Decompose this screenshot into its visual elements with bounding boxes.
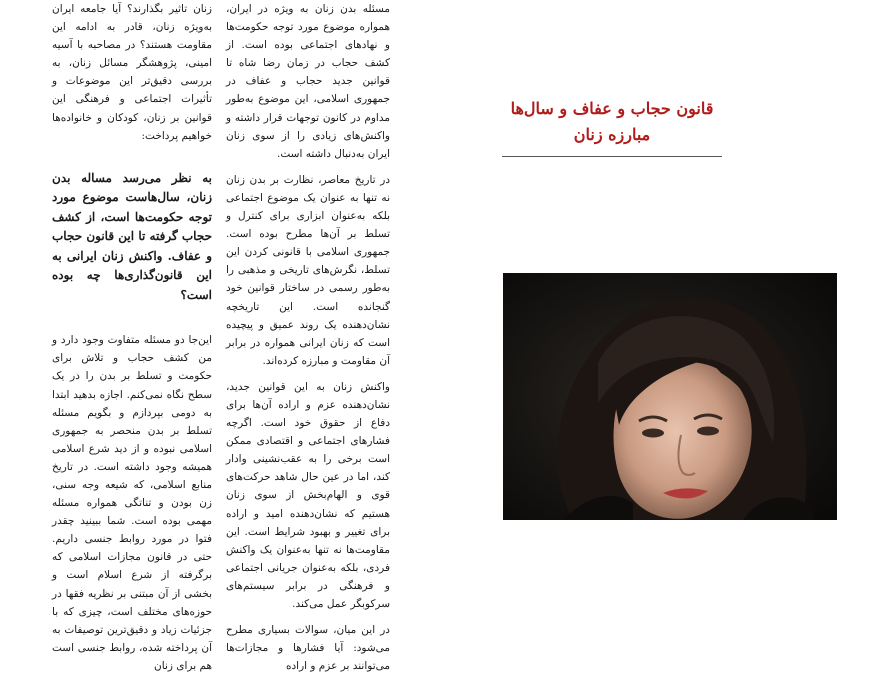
- article-body-right-column: [226, 0, 390, 673]
- article-title: [502, 96, 722, 148]
- article-title-line-2: مبارزه زنان: [573, 125, 651, 144]
- body-paragraph: در این میان، سوالات بسیاری مطرح می‌شود: آیا فشارها و مجازات‌ها می‌توانند بر عزم و اراده: [226, 624, 390, 673]
- article-title-line-1: قانون حجاب و عفاف و سال‌ها: [510, 99, 714, 118]
- portrait-illustration: [503, 273, 837, 520]
- interview-question: به نظر می‌رسد مساله بدن زنان، سال‌هاست موضوع مورد توجه حکومت‌ها است، از کشف حجاب گرفته تا این قانون حجاب و عفاف. واکنش زنان ایرانی به این قانون‌گذاری‌ها چه بوده است؟: [52, 170, 212, 302]
- portrait-photo: [503, 273, 837, 520]
- interview-answer: این‌جا دو مسئله متفاوت وجود دارد و من کشف حجاب و تلاش برای حکومت و تسلط بر بدن را در یک سطح نگاه نمی‌کنم. اجازه بدهید ابتدا به دومی بپردازم و بگویم مسئله تسلط بر بدن منحصر به جمهوری اسلامی نبوده و از دید شرع اسلامی همیشه وجود داشته است. در تاریخ منابع اسلامی، که شیعه وجه سنی، زن بودن و تناتگی همواره مسئله مهمی بوده است. شما ببینید چقدر فتوا در مورد روابط جنسی داریم. حتی در قانون مجازات اسلامی که برگرفته از شرع اسلام است و بخشی از آن مبتنی بر نظریه فقها در حوزه‌های مختلف است، چیزی که با جزئیات زیاد و دقیق‌ترین توصیفات به آن پرداخته شده، روابط جنسی است هم برای زنان: [52, 334, 212, 672]
- article-body-left-column: [52, 0, 212, 672]
- body-paragraph: در تاریخ معاصر، نظارت بر بدن زنان نه تنها به عنوان یک موضوع اجتماعی بلکه به‌عنوان ابزاری برای کنترل و تسلط بر آن‌ها مطرح بوده است. جمهوری اسلامی با قانونی کردن این تسلط، نگرش‌های تاریخی و مذهبی را به‌طور رسمی در ساختار قوانین خود گنجانده است. این تاریخچه نشان‌دهنده یک روند عمیق و پیچیده است که زنان ایرانی همواره در برابر آن مقاومت و مبارزه کرده‌اند.: [226, 173, 390, 367]
- body-paragraph: واکنش زنان به این قوانین جدید، نشان‌دهنده عزم و اراده آن‌ها برای دفاع از حقوق خود است. اگرچه فشارهای اجتماعی و اقتصادی ممکن است برخی را به عقب‌نشینی وادار کند، اما در عین حال شاهد حرکت‌های قوی و الهام‌بخش از سوی زنان هستیم که نشان‌دهنده امید و اراده برای تغییر و بهبود شرایط است. این مقاومت‌ها نه تنها به‌عنوان یک واکنش فردی، بلکه به‌عنوان جریانی اجتماعی و فرهنگی در برابر سیستم‌های سرکوبگر عمل می‌کند.: [226, 380, 390, 610]
- body-paragraph: زنان تاثیر بگذارند؟ آیا جامعه ایران به‌ویژه زنان، قادر به ادامه این مقاومت هستند؟ در مصاحبه با آسیه امینی، پژوهشگر مسائل زنان، به بررسی دقیق‌تر این موضوعات و تأثیرات اجتماعی و فرهنگی این قوانین بر زنان، کودکان و خانواده‌ها خواهیم پرداخت:: [52, 3, 212, 142]
- title-divider: [502, 156, 722, 157]
- body-paragraph: مسئله بدن زنان به ویژه در ایران، همواره موضوع مورد توجه حکومت‌ها و نهادهای اجتماعی بوده است. از کشف حجاب در زمان رضا شاه تا قوانین جدید حجاب و عفاف در جمهوری اسلامی، این موضوع به‌طور مداوم در کانون توجهات قرار داشته و واکنش‌های زیادی را از سوی زنان ایران به‌دنبال داشته است.: [226, 3, 390, 160]
